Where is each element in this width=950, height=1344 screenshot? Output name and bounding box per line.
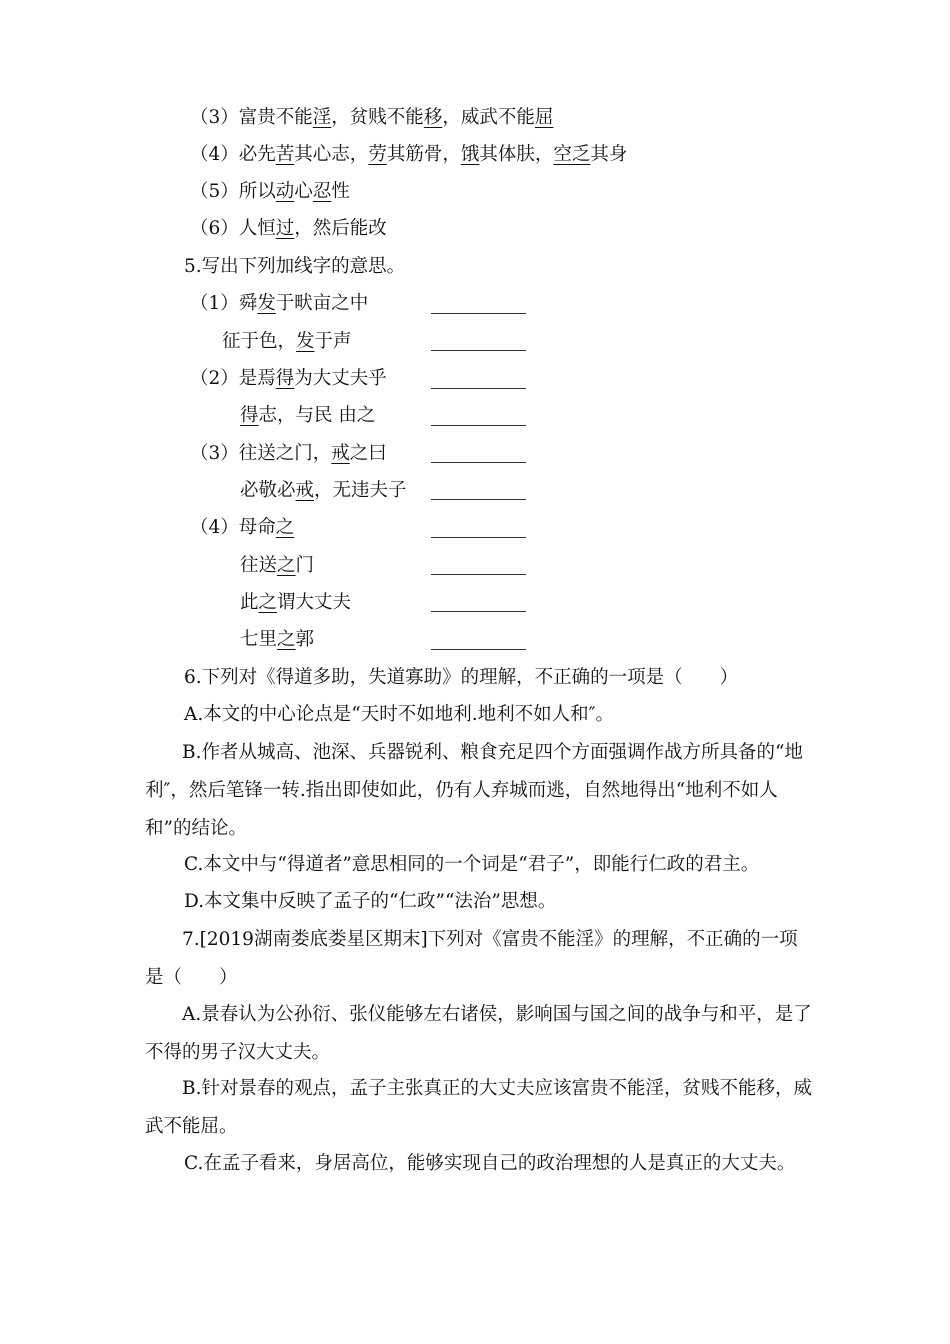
text-segment: 志，与民 由之 [258,405,376,426]
underlined-character: 苦 [275,144,295,165]
q5-row [240,554,314,578]
q5-row [190,516,294,540]
text-segment: （3）富贵不能 [190,107,313,128]
text-segment: 谓大丈夫 [277,592,352,613]
underlined-character: 之 [275,517,295,538]
question-5-title: 5.写出下列加线字的意思。 [184,256,406,277]
text-segment: 七里 [240,629,278,650]
item-line-4 [190,143,627,167]
answer-blank[interactable] [431,649,526,650]
text-segment: （6）人恒 [190,218,276,239]
underlined-character: 得 [275,368,295,389]
question-6-title: 6.下列对《得道多助，失道寡助》的理解，不正确的一项是（ ） [184,667,739,688]
text-segment: 必敬必 [240,480,296,501]
underlined-character: 移 [423,107,443,128]
underlined-character: 忍 [312,181,332,202]
answer-blank[interactable] [431,388,526,389]
underlined-character: 之 [277,555,296,576]
answer-blank[interactable] [431,499,526,500]
answer-blank[interactable] [431,537,526,538]
text-segment: 其筋骨， [386,144,461,165]
answer-blank[interactable] [431,313,526,314]
text-segment: ，然后能改 [294,218,387,239]
underlined-character: 之 [258,592,278,613]
question-7-title-text: 7.[2019湖南娄底娄星区期末]下列对《富贵不能淫》的理解，不正确的一项是（ ） [145,929,798,988]
item-line-6 [190,217,387,241]
question-7-title [145,921,813,997]
text-segment: 其体肤， [479,144,554,165]
item-line-5 [190,180,350,204]
text-segment: （4）必先 [190,144,276,165]
text-segment: （1）舜 [190,293,258,314]
text-segment: 郭 [295,629,315,650]
q6-option-a: A.本文的中心论点是“天时不如地利.地利不如人和″。 [184,704,614,725]
q7-option-a [145,996,813,1072]
text-segment: 其心志， [294,144,369,165]
underlined-character: 劳 [368,144,387,165]
text-segment: ，无违夫子 [314,480,407,501]
answer-blank[interactable] [431,574,526,575]
q6-option-b-text: B.作者从城高、池深、兵器锐利、粮食充足四个方面强调作战方所具备的“地利″，然后笔锋一转.指出即使如此，仍有人弃城而逃，自然地得出“地利不如人和”的结论。 [145,742,803,839]
text-segment: ，威武不能 [442,107,535,128]
answer-blank[interactable] [431,611,526,612]
text-segment: （4）母命 [190,517,276,538]
text-segment: 其身 [590,144,628,165]
underlined-character: 过 [275,218,295,239]
underlined-character: 饿 [460,144,480,165]
text-segment: 征于色， [222,331,297,352]
q7-option-b [145,1070,813,1146]
text-segment: 于畎亩之中 [275,293,369,314]
text-segment: （2）是焉 [190,368,276,389]
q5-row [240,591,351,615]
text-segment: 性 [331,181,350,202]
underlined-character: 戒 [331,443,350,464]
q6-option-d: D.本文集中反映了孟子的“仁政”“法治”思想。 [184,891,557,912]
text-segment: 门 [295,555,315,576]
text-segment: 往送 [240,555,278,576]
q5-row [190,367,387,391]
q5-row [240,479,407,503]
text-segment: 此 [240,592,259,613]
q7-option-b-text: B.针对景春的观点，孟子主张真正的大丈夫应该富贵不能淫，贫贱不能移，威武不能屈。 [145,1078,812,1137]
underlined-character: 动 [275,181,295,202]
underlined-character: 戒 [295,480,315,501]
item-line-3 [190,106,553,130]
q6-option-c: C.本文中与“得道者”意思相同的一个词是“君子”，即能行仁政的君主。 [184,854,760,875]
q5-row [240,628,314,652]
q5-row [222,330,352,354]
answer-blank[interactable] [431,462,526,463]
text-segment: （5）所以 [190,181,276,202]
q7-option-a-text: A.景春认为公孙衍、张仪能够左右诸侯，影响国与国之间的战争与和平，是了不得的男子汉大丈夫。 [145,1004,812,1063]
text-segment: 心 [294,181,313,202]
text-segment: 于声 [314,331,352,352]
underlined-character: 发 [257,293,276,314]
text-segment: 为大丈夫乎 [294,368,387,389]
underlined-character: 空乏 [553,144,591,165]
underlined-character: 发 [296,331,315,352]
underlined-character: 屈 [534,107,554,128]
answer-blank[interactable] [431,350,526,351]
underlined-character: 淫 [312,107,332,128]
q5-row [190,292,368,316]
q7-option-c: C.在孟子看来，身居高位，能够实现自己的政治理想的人是真正的大丈夫。 [184,1153,796,1174]
underlined-character: 之 [277,629,296,650]
answer-blank[interactable] [431,425,526,426]
underlined-character: 得 [240,405,259,426]
q5-row [190,442,387,466]
text-segment: ，贫贱不能 [331,107,424,128]
q5-row [240,404,375,428]
q6-option-b [145,734,813,848]
text-segment: （3）往送之门， [190,443,332,464]
text-segment: 之曰 [349,443,387,464]
